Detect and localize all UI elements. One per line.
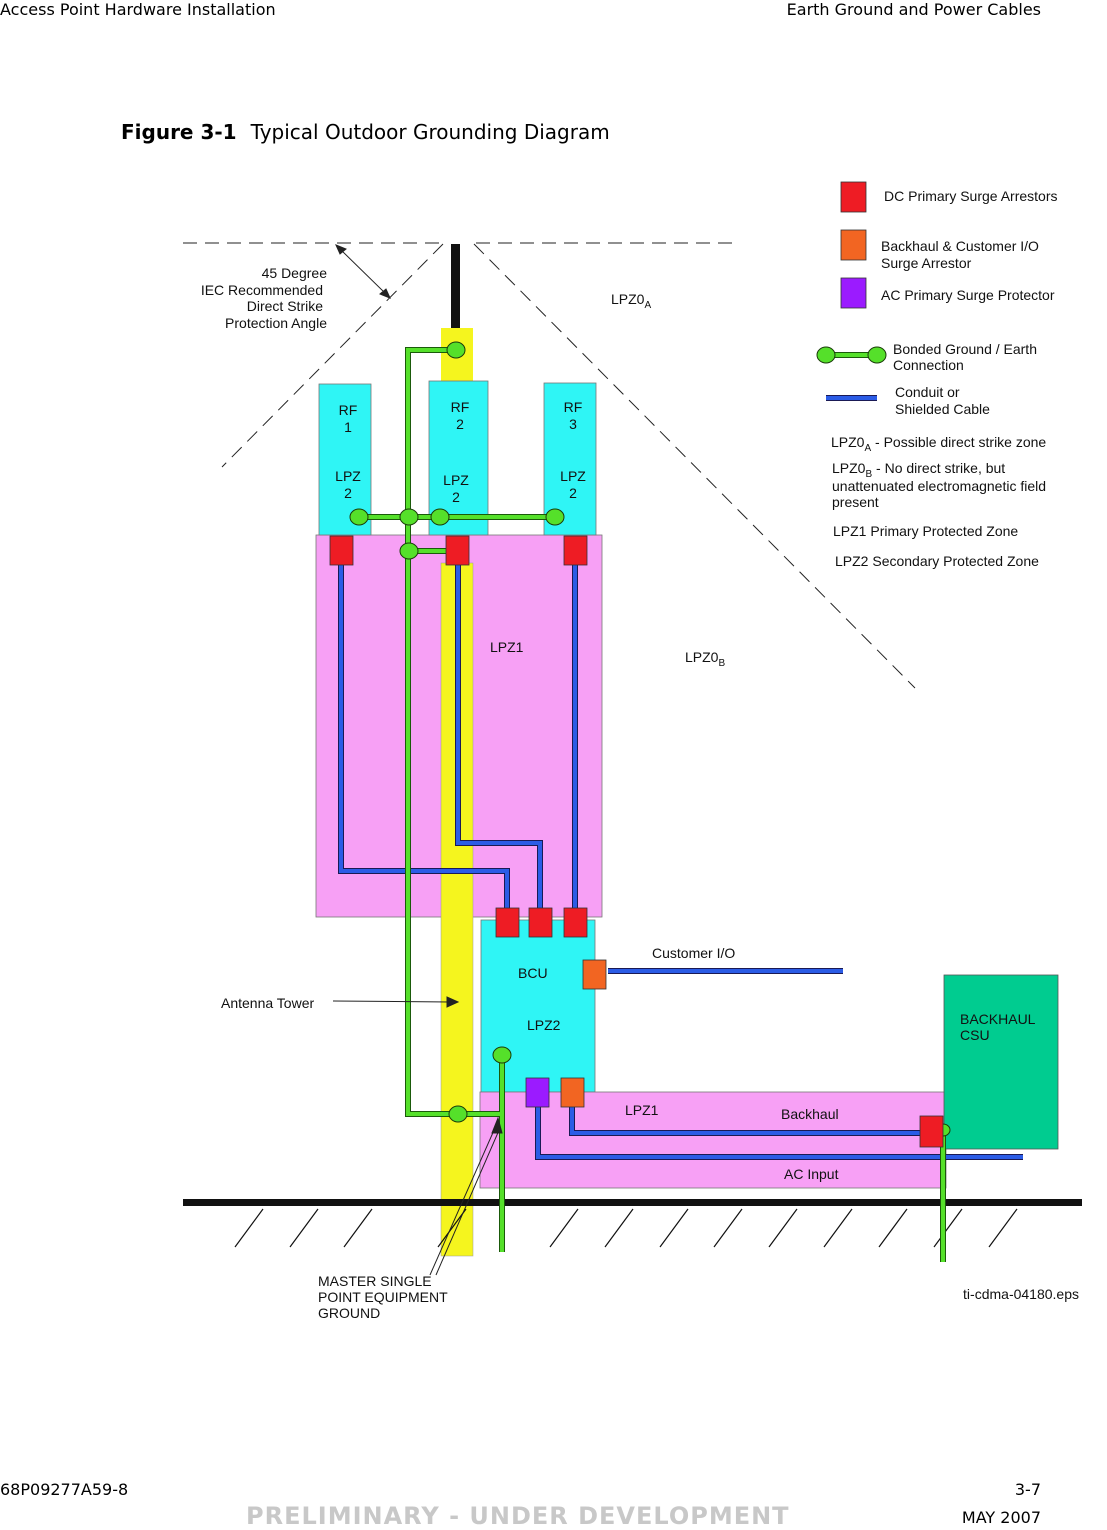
header-right: Earth Ground and Power Cables bbox=[786, 0, 1041, 19]
backhaul-label: Backhaul bbox=[781, 1106, 839, 1122]
backhaul-csu-label-2: CSU bbox=[960, 1027, 990, 1043]
ground-line bbox=[183, 1199, 1082, 1206]
angle-label-4: Protection Angle bbox=[225, 315, 327, 331]
rf3-number: 3 bbox=[569, 416, 577, 432]
antenna-tower-label: Antenna Tower bbox=[221, 995, 315, 1011]
angle-label-3: Direct Strike bbox=[246, 298, 323, 314]
rf2-label: RF bbox=[450, 399, 470, 415]
legend-conduit-label-2: Shielded Cable bbox=[895, 401, 990, 417]
legend-io-swatch bbox=[841, 230, 866, 260]
legend-bonded-label-2: Connection bbox=[893, 357, 964, 373]
bcu-lpz2-label: LPZ2 bbox=[527, 1017, 561, 1033]
figure-caption: Typical Outdoor Grounding Diagram bbox=[250, 120, 610, 144]
rf3-lpz: LPZ bbox=[560, 468, 586, 484]
lpz1-lower-zone bbox=[480, 1092, 946, 1188]
legend-dc-swatch bbox=[841, 182, 866, 212]
zone-lpz0a-label: $LPZ0_A$ bbox=[611, 291, 652, 311]
earth-hatching bbox=[235, 1209, 1017, 1247]
lpz1-lower-label: LPZ1 bbox=[625, 1102, 659, 1118]
rf1-number: 1 bbox=[344, 419, 352, 435]
customer-io-label: Customer I/O bbox=[652, 945, 736, 961]
footer-status-watermark: PRELIMINARY - UNDER DEVELOPMENT bbox=[246, 1502, 790, 1530]
legend-conduit-label-1: Conduit or bbox=[895, 384, 960, 400]
ac-input-label: AC Input bbox=[784, 1166, 839, 1182]
legend-lpz0b: $LPZ0_B$ - No direct strike, but bbox=[832, 460, 1006, 480]
footer-date: MAY 2007 bbox=[961, 1508, 1041, 1527]
bcu-label: BCU bbox=[518, 965, 548, 981]
master-ground-label-3: GROUND bbox=[318, 1305, 381, 1321]
angle-arrow bbox=[336, 245, 390, 298]
legend-lpz0b-line3: present bbox=[832, 494, 879, 510]
zone-lpz0b-label: $LPZ0_B$ bbox=[685, 649, 726, 669]
legend-lpz1: LPZ1 Primary Protected Zone bbox=[833, 523, 1019, 539]
footer-doc-id: 68P09277A59-8 bbox=[0, 1480, 129, 1499]
legend bbox=[817, 182, 1057, 569]
antenna-tower-arrow bbox=[333, 997, 458, 1007]
bcu-unit bbox=[481, 920, 595, 1092]
ac-surge-protector bbox=[526, 1078, 549, 1107]
header-left: Access Point Hardware Installation bbox=[0, 0, 276, 19]
master-ground-label-1: MASTER SINGLE bbox=[318, 1273, 432, 1289]
lightning-rod bbox=[451, 244, 460, 330]
backhaul-csu-label-1: BACKHAUL bbox=[960, 1011, 1036, 1027]
rf2-number: 2 bbox=[456, 416, 464, 432]
file-reference: ti-cdma-04180.eps bbox=[963, 1286, 1079, 1302]
legend-io-label-1: Backhaul & Customer I/O bbox=[881, 238, 1039, 254]
legend-lpz2: LPZ2 Secondary Protected Zone bbox=[835, 553, 1039, 569]
angle-label-1: 45 Degree bbox=[261, 265, 327, 281]
legend-bonded-label-1: Bonded Ground / Earth bbox=[893, 341, 1037, 357]
legend-ac-swatch bbox=[841, 278, 866, 308]
rf3-lpz-num: 2 bbox=[569, 485, 577, 501]
rf1-label: RF bbox=[338, 402, 358, 418]
lpz1-main-label: LPZ1 bbox=[490, 639, 524, 655]
legend-lpz0a: $LPZ0_A$ - Possible direct strike zone bbox=[831, 434, 1047, 454]
angle-label-2: IEC Recommended bbox=[200, 282, 323, 298]
rf1-lpz-num: 2 bbox=[344, 485, 352, 501]
backhaul-csu-box bbox=[944, 975, 1058, 1149]
legend-io-label-2: Surge Arrestor bbox=[881, 255, 972, 271]
master-ground-label-2: POINT EQUIPMENT bbox=[318, 1289, 448, 1305]
legend-ac-label: AC Primary Surge Protector bbox=[881, 287, 1055, 303]
rf1-lpz: LPZ bbox=[335, 468, 361, 484]
footer-page-number: 3-7 bbox=[1014, 1480, 1041, 1499]
rf3-label: RF bbox=[563, 399, 583, 415]
legend-dc-label: DC Primary Surge Arrestors bbox=[884, 188, 1058, 204]
figure-number: Figure 3-1 bbox=[121, 120, 237, 144]
rf2-lpz-num: 2 bbox=[452, 489, 460, 505]
legend-lpz0b-line2: unattenuated electromagnetic field bbox=[832, 478, 1047, 494]
rf2-lpz: LPZ bbox=[443, 472, 469, 488]
